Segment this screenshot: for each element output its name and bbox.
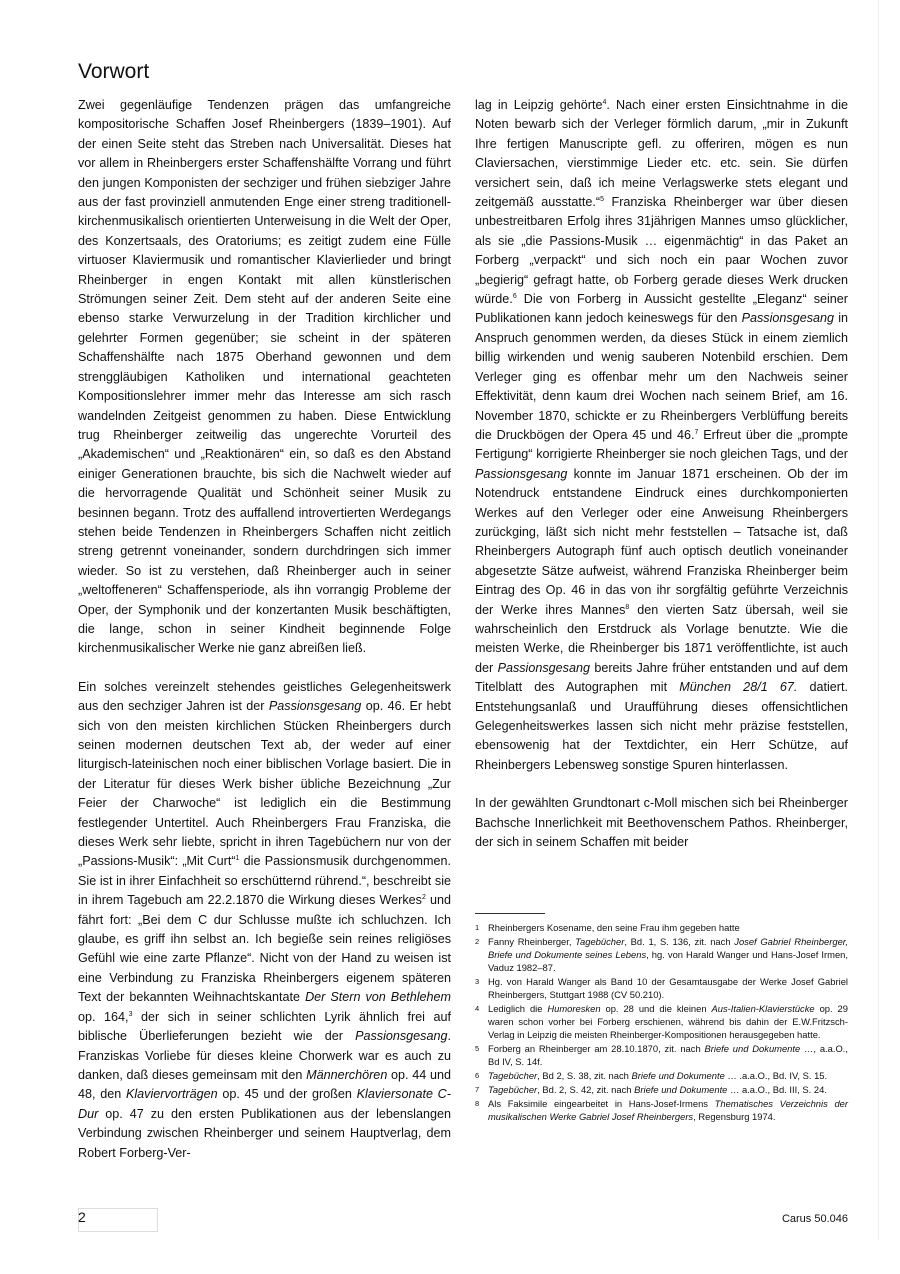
text-run: Fanny Rheinberger, — [488, 936, 576, 947]
text-run: In der gewählten Grundtonart c-Moll mischen sich bei Rheinberger Bachsche Innerlichkeit mit Beethovenschem Pathos. Rheinberger, der sich in seinem Schaffen mit beider — [475, 796, 848, 850]
footnote-number: 1 — [475, 923, 480, 932]
italic-text: Klaviervorträgen — [125, 1087, 218, 1102]
italic-text: Briefe und Dokumente — [704, 1043, 801, 1054]
text-run: konnte im Januar 1871 erscheinen. Ob der im Notendruck entstandene Eindruck eines durchkomponierten Werkes auf den Verleger oder eine Anweisung Rheinbergers zurückging, läßt sich nicht mehr feststellen – Tatsache ist, daß Rheinbergers Autograph fünf auch optisch deutlich voneinander abgesetzte Sätze aufweist, während Franziska Rheinberger beim Eintrag des Op. 46 in das von ihr sorgfältig geführte Verzeichnis der Werke ihres Mannes — [475, 466, 848, 617]
italic-text: Thematisches Verzeichnis der musikalischen Werke Gabriel Josef Rheinbergers — [488, 1098, 848, 1122]
footnote — [475, 1042, 848, 1068]
footnote-number: 7 — [475, 1085, 480, 1094]
text-run: , Bd 2, S. 38, zit. nach — [537, 1070, 632, 1081]
text-run: , hg. von Harald Wanger und Hans-Josef Irmen, Vaduz 1982–87. — [488, 949, 848, 973]
footnote-list — [475, 921, 848, 1124]
text-run: Hg. von Harald Wanger als Band 10 der Gesamtausgabe der Werke Josef Gabriel Rheinbergers, Stuttgart 1988 (CV 50.210). — [488, 976, 848, 1000]
text-run: bereits Jahre früher entstanden und auf dem Titelblatt des Autographen mit — [475, 660, 848, 695]
text-run: . Nach einer ersten Einsichtnahme in die Noten bewarb sich der Verleger förmlich darum, „mir in Zukunft Ihre fertigen Manuscripte gefl. zu offeriren, mögen es nun Claviersachen, vierstimmige Lieder etc. etc. sein. Sie dürfen versichert sein, daß ich meine Verlagswerke stets elegant und zeitgemäß ausstatte.“ — [475, 98, 848, 210]
text-run: Zwei gegenläufige Tendenzen prägen das umfangreiche kompositorische Schaffen Josef Rheinbergers (1839–1901). Auf der einen Seite steht das Streben nach Universalität. Dieses hat vor allem in Rheinbergers erster Schaffenshälfte Vorrang und führt den jungen Komponisten der sechziger und frühen siebziger Jahre aus der fast provinziell anmutenden Enge einer streng traditionell-kirchenmusikalisch orientierten Unterweisung in die Welt der Oper, des Konzertsaals, des Oratoriums; es zeitigt zudem eine Fülle virtuoser Klaviermusik und romantischer Klavierlieder und bringt Rheinberger in engen Kontakt mit allen künstlerischen Strömungen seiner Zeit. Dem steht auf der anderen Seite eine ebenso starke Verwurzelung in der Tradition kirchlicher und gelehrter Formen gegenüber; sie scheint in der späteren Schaffenshälfte nach 1875 Oberhand gewonnen und dem strenggläubigen Katholiken und international geachteten Kompositionslehrer immer mehr das Interesse am sich rasch wandelnden Zeitgeist genommen zu haben. Diese Entwicklung trug Rheinberger zeitweilig das ungerechte Vorurteil des „Akademischen“ und „Reaktionären“ ein, so daß es den Abstand einiger Generationen brauchte, bis sich die Nachwelt wieder auf die hervorragende Qualität und Schönheit seiner Musik zu besinnen begann. Trotz des auffallend introvertierten Werdegangs stehen beide Tendenzen in Rheinbergers Schaffen nicht zeitlich streng getrennt voneinander, sondern durchdringen sich immer wieder. So ist zu verstehen, daß Rheinberger auch in seiner „weltoffeneren“ Schaffensperiode, als ihn vorrangig Probleme der Oper, der Symphonik und der konzertanten Musik beschäftigten, die lange, schon in seiner Kindheit beginnende Folge kirchenmusikalischer Werke nie ganz abreißen ließ. — [78, 98, 451, 656]
text-run: datiert. Entstehungsanlaß und Uraufführung dieses offensichtlichen Gelegenheitswerkes lassen sich nicht mehr präzise feststellen, ebensowenig hat der Textdichter, ein Herr Schütze, auf Rheinbergers Lebensweg sonstige Spuren hinterlassen. — [475, 680, 849, 772]
page-number-box — [78, 1208, 158, 1232]
body-paragraph — [475, 96, 848, 775]
text-run: , Bd. 1, S. 136, zit. nach — [624, 936, 735, 947]
italic-text: Passionsgesang — [741, 311, 835, 326]
italic-text: Passionsgesang — [268, 699, 362, 714]
footnote-number: 4 — [475, 1004, 480, 1013]
text-run: … .a.a.O., Bd. IV, S. 15. — [724, 1070, 828, 1081]
body-paragraph — [78, 96, 451, 659]
body-paragraph — [78, 678, 451, 1163]
text-run: op. 46. Er hebt sich von den meisten kirchlichen Stücken Rheinbergers durch seinen modernen deutschen Text ab, der weder auf einer liturgisch-lateinischen noch einer biblischen Vorlage basiert. Die in der Literatur für dieses Werk bisher übliche Bezeichnung „Zur Feier der Charwoche“ ist lediglich ein die Bestimmung festlegender Untertitel. Auch Rheinbergers Frau Franziska, die dieses Werk sehr liebte, spricht in ihren Tagebüchern nur von der „Passions-Musik“: „Mit Curt“ — [78, 699, 451, 869]
footnote-ref: 8 — [625, 603, 630, 611]
footnote-ref: 3 — [128, 1010, 133, 1018]
text-run: Als Faksimile eingearbeitet in Hans-Josef-Irmens — [488, 1098, 715, 1109]
footnote — [475, 1097, 848, 1123]
italic-text: München 28/1 67. — [679, 680, 798, 695]
text-run: op. 45 und der großen — [217, 1087, 357, 1102]
italic-text: Passionsgesang — [497, 660, 590, 675]
right-column — [475, 96, 848, 852]
text-run: Ein solches vereinzelt stehendes geistliches Gelegenheitswerk aus den sechziger Jahren ist der — [78, 679, 451, 714]
text-run: . Franziskas Vorliebe für dieses kleine Chorwerk war es auch zu danken, daß dieses gemeinsam mit den — [78, 1029, 451, 1082]
footnote-number: 6 — [475, 1071, 480, 1080]
italic-text: Briefe und Dokumente — [634, 1084, 728, 1095]
footnote-number: 5 — [475, 1044, 480, 1053]
footnote-divider — [475, 913, 545, 914]
footnote — [475, 1002, 848, 1041]
text-run: Die von Forberg in Aussicht gestellte „Eleganz“ seiner Publikationen kann jedoch keineswegs für den — [475, 292, 848, 326]
text-run: … a.a.O., Bd. III, S. 24. — [727, 1084, 827, 1095]
footnote-ref: 2 — [421, 894, 426, 902]
text-run: Rheinbergers Kosename, den seine Frau ihm gegeben hatte — [488, 922, 740, 933]
italic-text: Passionsgesang — [355, 1029, 448, 1044]
italic-text: Aus-Italien-Klavierstücke — [711, 1003, 815, 1014]
text-run: lag in Leipzig gehörte — [475, 98, 603, 112]
page-heading: Vorwort — [78, 60, 150, 83]
text-run: Franziska Rheinberger war über diesen unbestreitbaren Erfolg ihres 31jährigen Mannes umso glücklicher, als sie „die Passions-Musik … eigenmächtig“ in das Paket an Forberg „verpackt“ und sich noch ein paar Wochen zuvor „begierig“ gefragt hatte, ob Forberg gerade dieses Werk drucken würde. — [475, 195, 848, 307]
italic-text: Josef Gabriel Rheinberger, Briefe und Dokumente seines Lebens — [488, 936, 848, 960]
body-paragraph — [475, 794, 848, 852]
footnote — [475, 1069, 848, 1082]
text-run: , Regensburg 1974. — [693, 1111, 776, 1122]
italic-text: Klaviersonate C-Dur — [78, 1087, 451, 1121]
italic-text: Passionsgesang — [475, 466, 568, 481]
text-run: Erfreut über die „prompte Fertigung“ korrigierte Rheinberger sie noch gleichen Tags, und der — [475, 427, 848, 462]
footnote — [475, 1083, 848, 1096]
italic-text: Tagebücher — [488, 1070, 538, 1081]
page-number: 2 — [78, 1209, 86, 1225]
text-run: die Passionsmusik durchgenommen. Sie ist in ihrer Einfachheit so erschütternd rührend.“, beschreibt sie in ihrem Tagebuch am 22.2.1870 die Wirkung dieses Werkes — [78, 854, 451, 908]
text-run: op. 164, — [78, 1009, 129, 1024]
page-edge-line — [878, 0, 879, 1240]
text-run: op. 44 und 48, den — [78, 1067, 451, 1102]
left-column — [78, 96, 451, 1163]
text-run: und fährt fort: „Bei dem C dur Schlusse mußte ich schluchzen. Ich glaube, es griff ihn selbst an. Ich begieße sein reines religiöses Gefühl wie eine zarte Pflanze“. Nicht von der Hand zu weisen ist eine Verbindung zu Franziska Rheinbergers eigenem späteren Text der bekannten Weihnachtskantate — [78, 893, 452, 1005]
footnote — [475, 935, 848, 974]
footnote-number: 2 — [475, 937, 480, 946]
footnote — [475, 975, 848, 1001]
text-run: der sich in seiner schlichten Lyrik ähnlich frei auf biblische Überlieferungen bezieht wie der — [78, 1009, 451, 1044]
footnote-ref: 4 — [602, 98, 607, 106]
text-run: …, a.a.O., Bd IV, S. 14f. — [488, 1043, 848, 1067]
footnote — [475, 921, 848, 934]
footnote-number: 8 — [475, 1099, 480, 1108]
text-run: op. 47 zu den ersten Publikationen aus der lebenslangen Verbindung zwischen Rheinberger und seinem Hauptverlag, dem Robert Forberg-Ver- — [78, 1106, 451, 1160]
italic-text: Humoresken — [547, 1003, 601, 1014]
footnote-ref: 7 — [694, 428, 699, 436]
italic-text: Briefe und Dokumente — [631, 1070, 725, 1081]
italic-text: Tagebücher — [575, 936, 625, 947]
catalog-number: Carus 50.046 — [781, 1213, 848, 1225]
text-run: Lediglich die — [488, 1003, 548, 1014]
footnote-ref: 1 — [235, 855, 240, 863]
footnote-ref: 6 — [512, 292, 517, 300]
footnote-ref: 5 — [600, 195, 604, 203]
text-run: op. 28 und die kleinen — [600, 1003, 712, 1014]
text-run: Forberg an Rheinberger am 28.10.1870, zit. nach — [488, 1043, 705, 1054]
text-run: den vierten Satz übersah, weil sie wahrscheinlich den Erstdruck als Vorlage benutzte. Wie die meisten Werke, die Rheinberger bis 1871 veröffentlichte, ist auch der — [475, 602, 848, 675]
text-run: , Bd. 2, S. 42, zit. nach — [537, 1084, 635, 1095]
text-run: in Anspruch genommen werden, da dieses Stück in einem ziemlich billig wirkenden und wenig sauberen Notenbild erschien. Dem Verleger ging es offenbar mehr um den Nachweis seiner Effektivität, denn kaum drei Wochen nach seinem Brief, am 16. November 1870, schickte er zu Rheinbergers Verblüffung bereits die Druckbögen der Opera 45 und 46. — [475, 311, 848, 442]
italic-text: Männerchören — [306, 1067, 388, 1082]
footnote-number: 3 — [475, 977, 480, 986]
italic-text: Tagebücher — [488, 1084, 538, 1095]
italic-text: Der Stern von Bethlehem — [305, 990, 452, 1005]
text-run: op. 29 waren schon vorher bei Forberg erschienen, während bis dahin der E.W.Fritzsch-Verlag in Leipzig die meisten Rheinberger-Kompositionen herausgegeben hatte. — [488, 1003, 848, 1040]
